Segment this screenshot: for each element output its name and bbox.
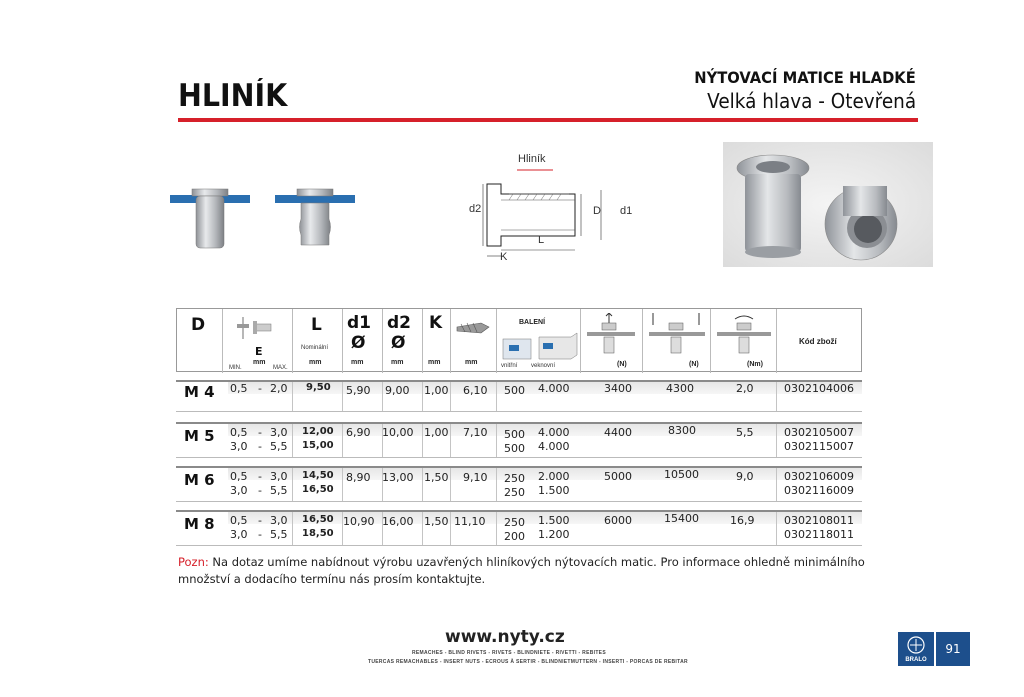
drill-value: 9,10: [463, 471, 488, 484]
d1-value: 8,90: [346, 471, 371, 484]
brand-logo: [898, 632, 934, 666]
header-d2-symbol: Ø: [391, 333, 406, 353]
product-code: 0302104006: [784, 382, 854, 395]
grip-dash: -: [258, 440, 262, 453]
page-number: 91: [936, 632, 970, 666]
pack-outer: 1.200: [538, 528, 570, 541]
pack-inner: 500: [504, 384, 525, 397]
header-d1-label: d1: [347, 313, 371, 333]
grip-dash: -: [258, 514, 262, 527]
header-tensile-unit: (N): [617, 361, 627, 368]
header-torque: [711, 309, 777, 373]
header-d2: [383, 309, 423, 373]
tensile-value: 6000: [604, 514, 632, 527]
grip-max: 2,0: [270, 382, 288, 395]
header-d2-label: d2: [387, 313, 411, 333]
pushout-test-icon: [649, 313, 705, 359]
grip-max: 5,5: [270, 440, 288, 453]
header-tensile: [581, 309, 643, 373]
pack-outer: 2.000: [538, 470, 570, 483]
grip-min: 0,5: [230, 470, 248, 483]
col-divider: [450, 382, 451, 412]
torque-value: 9,0: [736, 470, 754, 483]
footnote: [178, 554, 878, 588]
grip-max: 5,5: [270, 528, 288, 541]
header-drill-unit: mm: [465, 359, 478, 366]
pack-inner: 500: [504, 428, 525, 441]
tensile-value: 5000: [604, 470, 632, 483]
header-pushout: [643, 309, 711, 373]
length-value: 9,50: [306, 382, 331, 393]
product-photo: [723, 142, 933, 267]
dim-d1-label: d1: [620, 205, 633, 217]
col-divider: [342, 382, 343, 412]
header-drill: [451, 309, 497, 373]
length-value: 16,50: [302, 484, 334, 495]
product-code: 0302105007: [784, 426, 854, 439]
drill-value: 6,10: [463, 384, 488, 397]
header-E-max: MAX.: [273, 365, 288, 371]
torque-value: 16,9: [730, 514, 755, 527]
product-code: 0302108011: [784, 514, 854, 527]
header-L-unit: mm: [309, 359, 322, 366]
pack-outer: 4.000: [538, 426, 570, 439]
grip-max: 5,5: [270, 484, 288, 497]
group-bottom-line: [176, 545, 862, 546]
k-value: 1,00: [424, 384, 449, 397]
product-code: 0302118011: [784, 528, 854, 541]
header-d1-unit: mm: [351, 359, 364, 366]
grip-max: 3,0: [270, 426, 288, 439]
header-pushout-unit: (N): [689, 361, 699, 368]
pushout-value: 8300: [668, 424, 696, 437]
footnote-label: Pozn:: [178, 555, 209, 569]
product-code: 0302116009: [784, 484, 854, 497]
group-bottom-line: [176, 501, 862, 502]
grip-min: 0,5: [230, 382, 248, 395]
pack-outer: 1.500: [538, 484, 570, 497]
col-divider: [422, 512, 423, 546]
length-value: 14,50: [302, 470, 334, 481]
header-packaging-label: BALENÍ: [519, 319, 546, 326]
grip-dash: -: [258, 484, 262, 497]
col-divider: [496, 382, 497, 412]
k-value: 1,50: [424, 515, 449, 528]
pack-inner: 200: [504, 530, 525, 543]
k-value: 1,00: [424, 426, 449, 439]
header-torque-unit: (Nm): [747, 361, 763, 368]
length-value: 16,50: [302, 514, 334, 525]
product-subtitle: Velká hlava - Otevřená: [707, 89, 916, 113]
d1-value: 5,90: [346, 384, 371, 397]
d2-value: 16,00: [382, 515, 414, 528]
col-divider: [342, 424, 343, 458]
col-divider: [422, 382, 423, 412]
col-divider: [776, 512, 777, 546]
col-divider: [496, 512, 497, 546]
group-bottom-line: [176, 411, 862, 412]
torque-value: 2,0: [736, 382, 754, 395]
pack-inner: 250: [504, 472, 525, 485]
pack-outer: 4.000: [538, 440, 570, 453]
col-divider: [496, 424, 497, 458]
col-divider: [382, 382, 383, 412]
size-label: M 6: [184, 471, 215, 489]
header-E-min: MIN.: [229, 365, 242, 371]
col-divider: [776, 424, 777, 458]
footnote-text: Na dotaz umíme nabídnout výrobu uzavřených hliníkových nýtovacích matic. Pro informace ohledně minimálního množství a dodacího termínu nás prosím kontaktujte.: [178, 555, 865, 586]
pack-inner: 250: [504, 486, 525, 499]
technical-drawing: [465, 160, 645, 270]
grip-dash: -: [258, 470, 262, 483]
header-K-unit: mm: [428, 359, 441, 366]
col-divider: [292, 512, 293, 546]
header-code-label: Kód zboží: [799, 337, 837, 346]
header-D: [177, 309, 223, 373]
col-divider: [776, 468, 777, 502]
k-value: 1,50: [424, 471, 449, 484]
size-label: M 8: [184, 515, 215, 533]
size-label: M 4: [184, 383, 215, 401]
pushout-value: 4300: [666, 382, 694, 395]
grip-dash: -: [258, 382, 262, 395]
size-label: M 5: [184, 427, 215, 445]
d1-value: 6,90: [346, 426, 371, 439]
header-d1: [343, 309, 383, 373]
header-E-label: E: [255, 345, 263, 358]
drill-value: 7,10: [463, 426, 488, 439]
length-value: 18,50: [302, 528, 334, 539]
grip-min: 3,0: [230, 440, 248, 453]
grip-range-icon: [237, 315, 277, 343]
group-m8: [176, 510, 862, 546]
header-K: [423, 309, 451, 373]
grip-min: 3,0: [230, 528, 248, 541]
col-divider: [342, 468, 343, 502]
pack-outer: 1.500: [538, 514, 570, 527]
grip-dash: -: [258, 426, 262, 439]
header-packaging-inner: vnitřní: [501, 363, 518, 369]
torque-test-icon: [717, 313, 771, 359]
d2-value: 10,00: [382, 426, 414, 439]
dim-K-label: K: [500, 251, 508, 263]
pushout-value: 10500: [664, 468, 699, 481]
header-K-label: K: [429, 313, 443, 333]
header-D-label: D: [191, 315, 206, 335]
grip-min: 3,0: [230, 484, 248, 497]
grip-min: 0,5: [230, 514, 248, 527]
pushout-value: 15400: [664, 512, 699, 525]
grip-max: 3,0: [270, 470, 288, 483]
col-divider: [422, 468, 423, 502]
installed-nut-illustration: [170, 185, 370, 255]
grip-min: 0,5: [230, 426, 248, 439]
product-code: 0302106009: [784, 470, 854, 483]
header-L-sub: Nominální: [301, 345, 329, 351]
group-m5: [176, 422, 862, 458]
length-value: 15,00: [302, 440, 334, 451]
col-divider: [292, 424, 293, 458]
header-d1-symbol: Ø: [351, 333, 366, 353]
header-E-unit: mm: [253, 359, 266, 366]
material-label: Hliník: [518, 153, 546, 165]
packaging-boxes-icon: [501, 331, 579, 361]
logo-mark-icon: [906, 636, 926, 654]
header-d2-unit: mm: [391, 359, 404, 366]
d2-value: 9,00: [385, 384, 410, 397]
col-divider: [422, 424, 423, 458]
product-code: 0302115007: [784, 440, 854, 453]
d1-value: 10,90: [343, 515, 375, 528]
group-bottom-line: [176, 457, 862, 458]
header-E: [223, 309, 293, 373]
col-divider: [292, 382, 293, 412]
product-title: NÝTOVACÍ MATICE HLADKÉ: [694, 68, 916, 87]
col-divider: [292, 468, 293, 502]
length-value: 12,00: [302, 426, 334, 437]
logo-text: BRALO: [905, 657, 927, 663]
dim-L-label: L: [538, 234, 545, 246]
tensile-test-icon: [587, 313, 635, 359]
header-code: [777, 309, 863, 373]
tagline-1: REMACHES - BLIND RIVETS - RIVETS - BLINDNIETE - RIVETTI - REBITES: [412, 650, 606, 656]
col-divider: [450, 512, 451, 546]
dim-d2-label: d2: [469, 203, 482, 215]
header-rule: [178, 118, 918, 122]
page-title: HLINÍK: [178, 78, 288, 114]
tensile-value: 3400: [604, 382, 632, 395]
grip-dash: -: [258, 528, 262, 541]
col-divider: [496, 468, 497, 502]
header-packaging: [497, 309, 581, 373]
table-header: [176, 308, 862, 372]
drill-value: 11,10: [454, 515, 486, 528]
torque-value: 5,5: [736, 426, 754, 439]
col-divider: [776, 382, 777, 412]
col-divider: [450, 468, 451, 502]
d2-value: 13,00: [382, 471, 414, 484]
header-L: [293, 309, 343, 373]
col-divider: [450, 424, 451, 458]
pack-inner: 500: [504, 442, 525, 455]
tensile-value: 4400: [604, 426, 632, 439]
tagline-2: TUERCAS REMACHABLES - INSERT NUTS - ECROUS À SERTIR - BLINDNIETMUTTERN - INSERTI - PORCAS DE REBITAR: [368, 659, 688, 665]
drill-bit-icon: [455, 317, 495, 339]
website-link[interactable]: www.nyty.cz: [445, 627, 565, 647]
group-m6: [176, 466, 862, 502]
header-L-label: L: [311, 315, 322, 335]
pack-outer: 4.000: [538, 382, 570, 395]
header-packaging-outer: veknovní: [531, 363, 556, 369]
pack-inner: 250: [504, 516, 525, 529]
group-m4: [176, 380, 862, 412]
grip-max: 3,0: [270, 514, 288, 527]
dim-D-label: D: [593, 205, 601, 217]
